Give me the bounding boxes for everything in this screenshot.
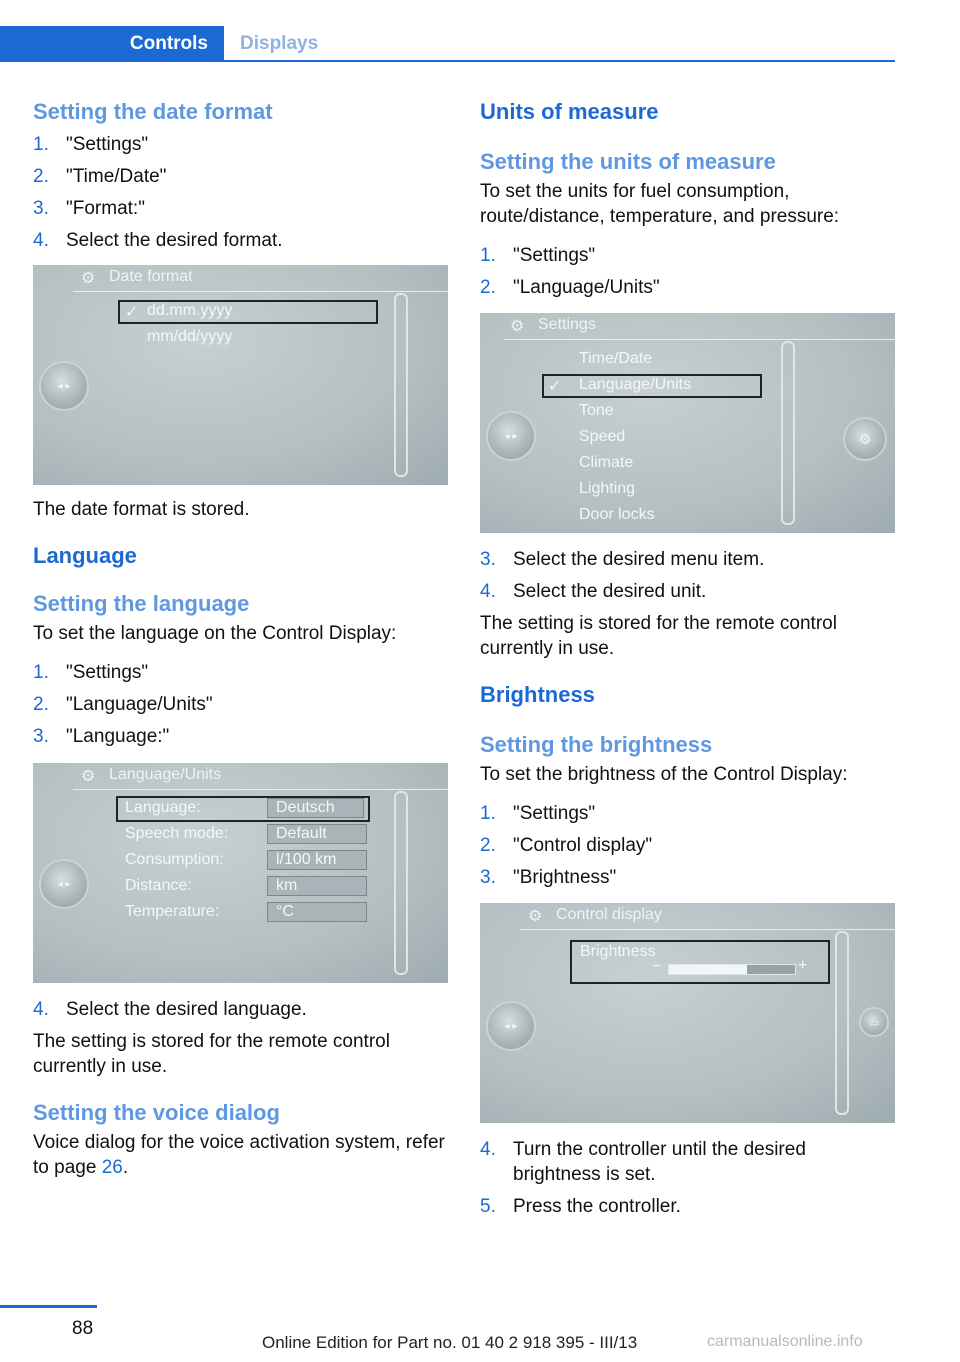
settings-screen [480, 313, 895, 533]
date-format-steps [33, 132, 449, 253]
list-item: 4. Select the desired language. [33, 999, 307, 1020]
language-steps-cont [33, 997, 449, 1022]
menu-item[interactable]: Time/Date [579, 350, 653, 367]
date-format-heading: Setting the date format [33, 99, 273, 124]
list-item: 2. "Language/Units" [33, 694, 213, 715]
list-item: 4. Turn the controller until the desired brightness is set. [480, 1139, 806, 1185]
right-column [480, 98, 896, 1226]
brightness-steps [480, 801, 896, 890]
brightness-intro: To set the brightness of the Control Display: [480, 764, 848, 785]
list-item: 2. "Control display" [480, 835, 653, 856]
date-stored-text: The date format is stored. [33, 499, 250, 520]
chapter-tabs [0, 26, 895, 62]
scroll-rail [835, 931, 849, 1115]
language-intro: To set the language on the Control Display: [33, 623, 397, 644]
setting-value: l/100 km [267, 850, 367, 870]
scroll-rail [781, 341, 795, 525]
scroll-rail [394, 293, 408, 477]
list-item: 4. Select the desired unit. [480, 581, 707, 602]
list-item: 1. "Settings" [480, 245, 596, 266]
list-item: 5. Press the controller. [480, 1196, 681, 1217]
setting-label[interactable]: Language: [125, 799, 201, 816]
menu-item[interactable]: Speed [579, 428, 626, 445]
list-item: 1. "Settings" [33, 662, 149, 683]
watermark: carmanualsonline.info [707, 1333, 863, 1350]
tab-controls[interactable]: Controls [0, 26, 224, 62]
units-steps-cont [480, 547, 896, 604]
menu-item[interactable]: Tone [579, 402, 614, 419]
list-item: 4. Select the desired format. [33, 230, 283, 251]
language-subheading: Setting the language [33, 591, 250, 616]
footer-edition: Online Edition for Part no. 01 40 2 918 395 - III/13 [262, 1333, 638, 1352]
list-item: 3. "Language:" [33, 726, 170, 747]
language-heading: Language [33, 543, 137, 568]
settings-gear-icon: ⚙ [510, 318, 525, 335]
setting-value: Default [267, 824, 367, 844]
units-steps [480, 243, 896, 300]
voice-dialog-text: Voice dialog for the voice activation system, refer to page 26. [33, 1132, 445, 1178]
language-units-screen [33, 763, 448, 983]
voice-dialog-heading: Setting the voice dialog [33, 1100, 280, 1125]
settings-gear-icon: ⚙ [528, 908, 543, 925]
menu-item[interactable]: Lighting [579, 480, 636, 497]
units-subheading: Setting the units of measure [480, 149, 776, 174]
brightness-heading: Brightness [480, 682, 595, 707]
menu-item[interactable]: Door locks [579, 506, 655, 523]
date-format-screen [33, 265, 448, 485]
tab-displays[interactable]: Displays [240, 33, 319, 54]
setting-value: km [267, 876, 367, 896]
controller-knob-icon: ◂ ▸ [486, 411, 536, 461]
screen-title: Settings [538, 316, 596, 333]
controller-knob-icon: ◂ ▸ [486, 1001, 536, 1051]
controller-knob-icon: ◂ ▸ [39, 361, 89, 411]
tab-underline [224, 60, 895, 62]
setting-label[interactable]: Temperature: [125, 903, 220, 920]
units-heading: Units of measure [480, 99, 659, 124]
page-link[interactable]: 26 [101, 1157, 123, 1178]
display-icon: ▭ [859, 1007, 889, 1037]
date-option[interactable]: dd.mm.yyyy [147, 302, 233, 319]
setting-label[interactable]: Speech mode: [125, 825, 229, 842]
control-display-screen [480, 903, 895, 1123]
list-item: 2. "Language/Units" [480, 277, 660, 298]
check-icon: ✓ [125, 304, 139, 321]
date-option[interactable]: mm/dd/yyyy [147, 328, 233, 345]
plus-icon[interactable]: + [798, 957, 808, 974]
menu-item[interactable]: Climate [579, 454, 634, 471]
units-intro: To set the units for fuel consumption, route/distance, temperature, and pressure: [480, 181, 840, 227]
list-item: 1. "Settings" [480, 803, 596, 824]
check-icon: ✓ [548, 378, 562, 395]
setting-label[interactable]: Distance: [125, 877, 192, 894]
screen-title: Date format [109, 268, 193, 285]
list-item: 3. "Format:" [33, 198, 145, 219]
language-steps [33, 660, 449, 749]
controller-knob-icon: ◂ ▸ [39, 859, 89, 909]
language-stored-text: The setting is stored for the remote control currently in use. [33, 1031, 390, 1077]
brightness-label[interactable]: Brightness [580, 943, 656, 960]
settings-gear-icon: ⚙ [81, 270, 96, 287]
units-stored-text: The setting is stored for the remote control currently in use. [480, 613, 837, 659]
menu-item[interactable]: Language/Units [579, 376, 692, 393]
list-item: 3. Select the desired menu item. [480, 549, 765, 570]
footer-rule [0, 1305, 97, 1308]
list-item: 3. "Brightness" [480, 867, 617, 888]
setting-value: Deutsch [267, 798, 364, 818]
minus-icon[interactable]: − [652, 958, 662, 975]
screen-title: Language/Units [109, 766, 222, 783]
page-number: 88 [72, 1318, 94, 1339]
brightness-slider-fill [669, 965, 747, 974]
list-item: 1. "Settings" [33, 134, 149, 155]
brightness-subheading: Setting the brightness [480, 732, 713, 757]
scroll-rail [394, 791, 408, 975]
settings-gear-icon: ⚙ [81, 768, 96, 785]
brightness-steps-cont [480, 1137, 896, 1219]
screen-title: Control display [556, 906, 662, 923]
left-column [33, 98, 449, 1180]
setting-label[interactable]: Consumption: [125, 851, 224, 868]
list-item: 2. "Time/Date" [33, 166, 167, 187]
brightness-slider[interactable] [668, 964, 796, 975]
setting-value: °C [267, 902, 367, 922]
settings-gear-icon: ⚙ [843, 417, 887, 461]
